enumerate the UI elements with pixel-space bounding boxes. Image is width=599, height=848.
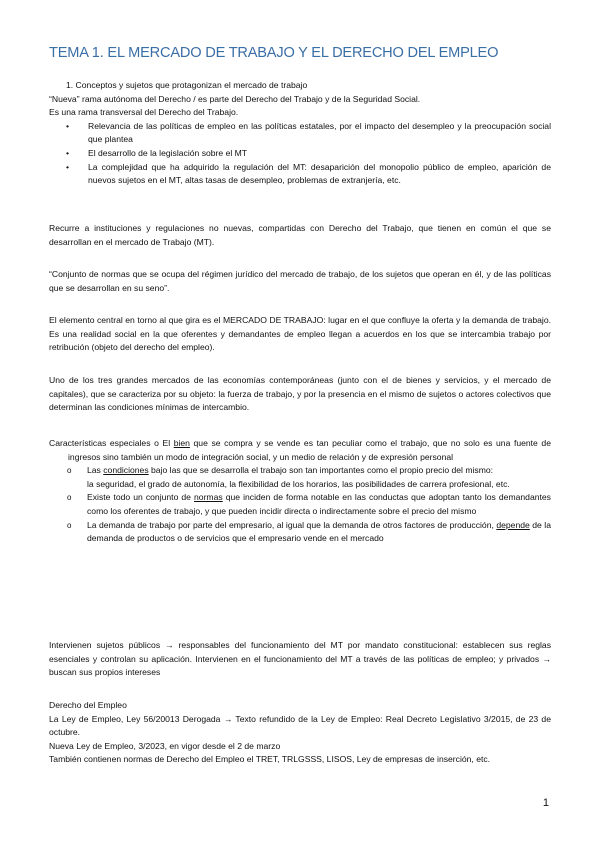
- caracteristicas-block: [49, 437, 551, 546]
- bullet-marker: •: [66, 120, 70, 131]
- derecho-heading: Derecho del Empleo: [49, 700, 127, 710]
- sub-marker: o: [67, 520, 72, 530]
- paragraph-uno: Uno de los tres grandes mercados de las economías contemporáneas (junto con el de bienes y servicios, y el mercado de capitales), que se caracteriza por su objeto: la fuerza de trabajo, y por la presencia en el mismo de sujetos o actores colectivos que determinan las condiciones mínimas de intercambio.: [49, 375, 551, 413]
- bullet-marker: •: [66, 161, 70, 172]
- bullet-marker: •: [66, 147, 70, 158]
- sub-item: o Existe todo un conjunto de normas que inciden de forma notable en las conductas que adoptan tanto los demandantes como los oferentes de trabajo, y que pueden incidir directa o indirectamente sobre el precio del mismo: [49, 491, 551, 518]
- intro-line-1: “Nueva” rama autónoma del Derecho / es parte del Derecho del Trabajo y de la Seguridad Social.: [49, 93, 421, 104]
- page-number: 1: [542, 797, 549, 809]
- sub-marker: o: [67, 493, 72, 503]
- paragraph-quote: “Conjunto de normas que se ocupa del régimen jurídico del mercado de trabajo, de los sujetos que operan en él, y de las políticas que se desarrollan en su seno”.: [49, 269, 551, 293]
- section-1: [49, 79, 551, 188]
- sub-item: o Las condiciones bajo las que se desarrolla el trabajo son tan importantes como el propio precio del mismo: la seguridad, el grado de autonomía, la flexibilidad de los horarios, las posibilidades de carrera profesional, etc.: [49, 464, 551, 491]
- sub-item: o La demanda de trabajo por parte del empresario, al igual que la demanda de otros factores de producción, depende de la demanda de productos o de servicios que el empresario vende en el mercado: [49, 519, 551, 546]
- paragraph-intervienen: Intervienen sujetos públicos → responsables del funcionamiento del MT por mandato constitucional: establecen sus reglas esenciales y controlan su aplicación. Intervienen en el funcionamiento del MT a través de las políticas de empleo; y privados → buscan sus propios intereses: [49, 640, 551, 678]
- page-title: TEMA 1. EL MERCADO DE TRABAJO Y EL DERECHO DEL EMPLEO: [49, 45, 499, 61]
- bullet-item: • La complejidad que ha adquirido la regulación del MT: desaparición del monopolio público de empleo, aparición de nuevos sujetos en el MT, altas tasas de desempleo, problemas de extranjería, etc.: [49, 161, 551, 188]
- caracteristicas-intro: Características especiales o El bien que se compra y se vende es tan peculiar como el trabajo, que no solo es una fuente de ingresos sino también un modo de integración social, y un medio de relación y de expresión personal: [49, 438, 551, 462]
- bullet-item: • El desarrollo de la legislación sobre el MT: [49, 147, 551, 161]
- section-heading: 1. Conceptos y sujetos que protagonizan el mercado de trabajo: [66, 80, 308, 90]
- sub-marker: o: [67, 466, 72, 476]
- intro-line-2: Es una rama transversal del Derecho del Trabajo.: [49, 107, 239, 118]
- paragraph-recurre: Recurre a instituciones y regulaciones no nuevas, compartidas con Derecho del Trabajo, que tienen en común el que se desarrollan en el mercado de Trabajo (MT).: [49, 223, 551, 247]
- derecho-del-empleo-block: Derecho del Empleo La Ley de Empleo, Ley 56/20013 Derogada → Texto refundido de la Ley de Empleo: Real Decreto Legislativo 3/2015, de 23 de octubre. Nueva Ley de Empleo, 3/2023, en vigor desde el 2 de marzo También contienen normas de Derecho del Empleo el TRET, TRLGSSS, LISOS, Ley de empresas de inserción, etc.: [49, 700, 551, 765]
- bullet-item: • Relevancia de las políticas de empleo en las políticas estatales, por el impacto del desempleo y la preocupación social que plantea: [49, 120, 551, 147]
- paragraph-elemento: El elemento central en torno al que gira es el MERCADO DE TRABAJO: lugar en el que confluye la oferta y la demanda de trabajo. Es una realidad social en la que oferentes y demandantes de empleo llegan a acuerdos en los que se intercambia trabajo por retribución (objeto del derecho del empleo).: [49, 315, 551, 353]
